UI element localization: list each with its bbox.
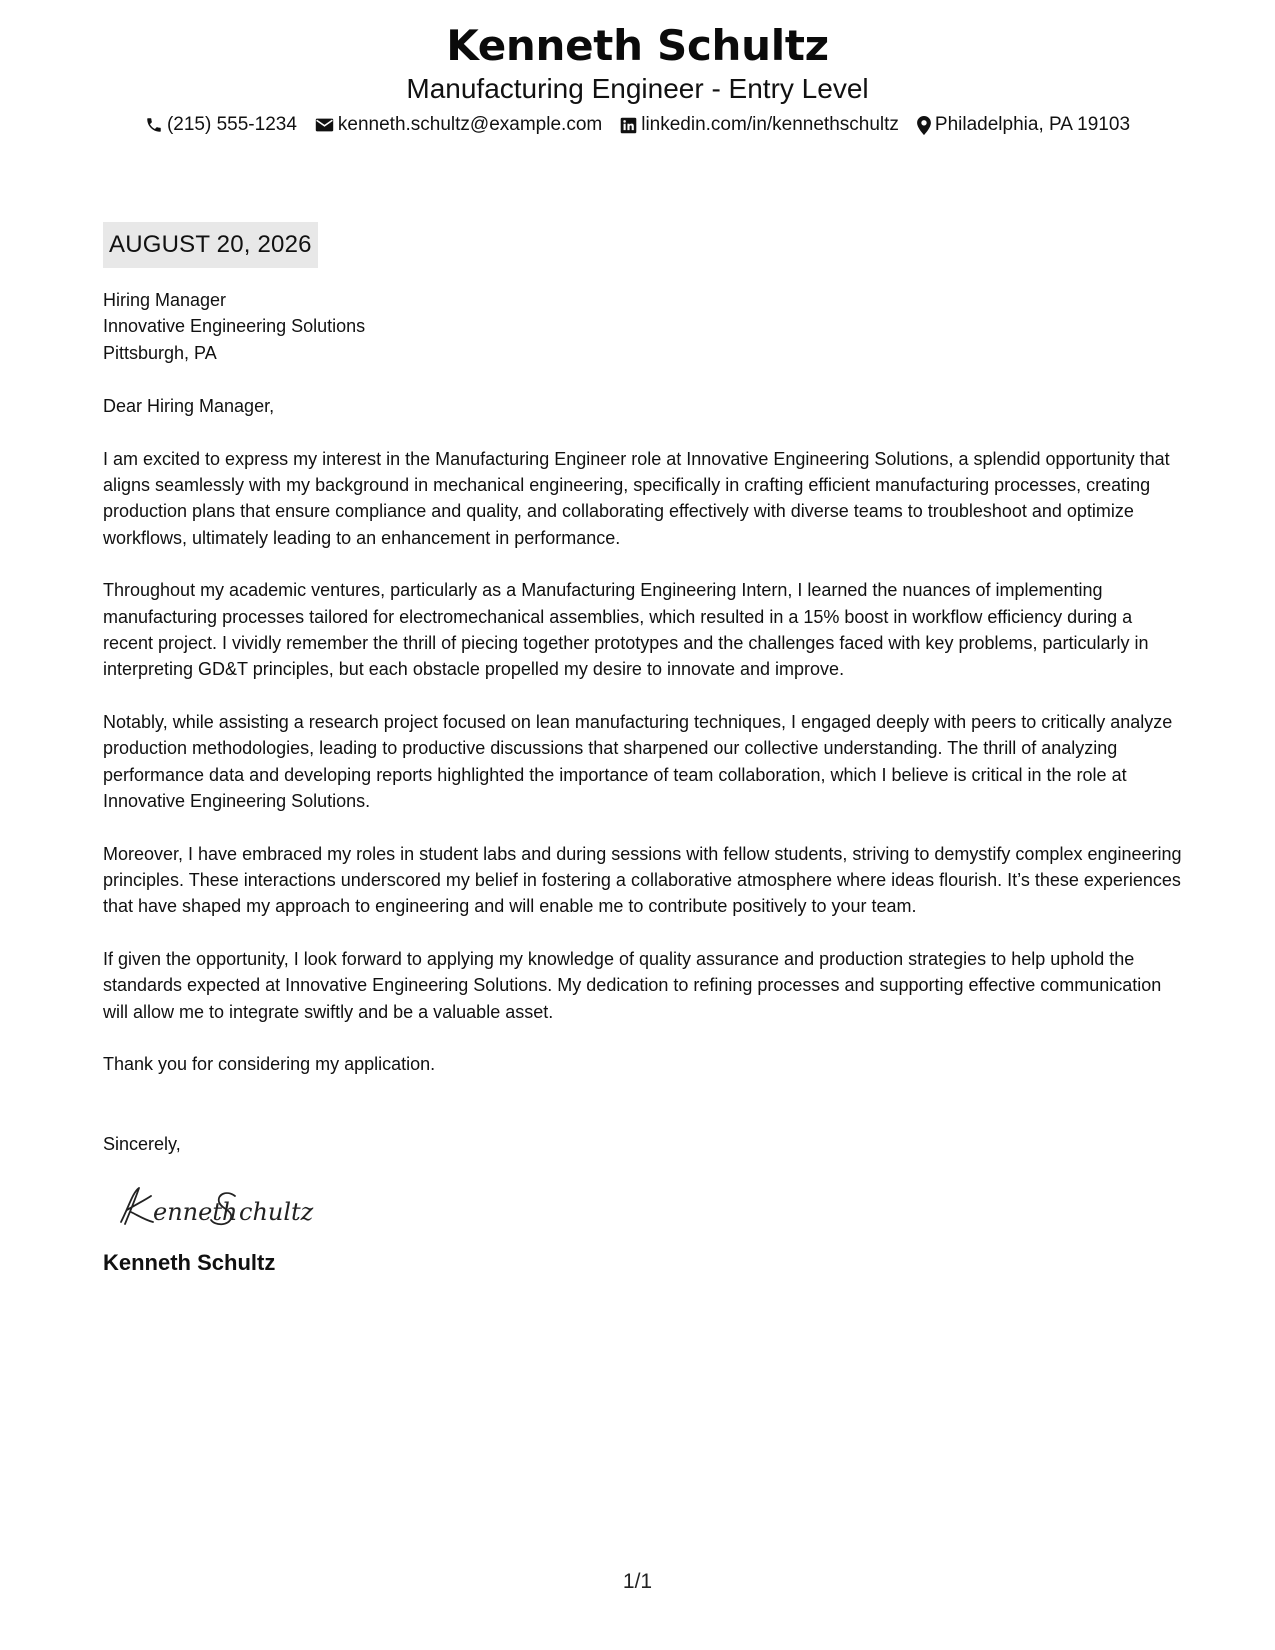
contact-linkedin[interactable] — [620, 112, 899, 138]
body-paragraph: I am excited to express my interest in the Manufacturing Engineer role at Innovative Engineering Solutions, a splendid opportunity that aligns seamlessly with my background in mechanical engineering, specifically in crafting efficient manufacturing processes, creating production plans that ensure compliance and quality, and collaborating effectively with diverse teams to troubleshoot and optimize workflows, ultimately leading to an enhancement in performance. — [103, 448, 1170, 548]
body-paragraph: Moreover, I have embraced my roles in student labs and during sessions with fellow students, striving to demystify complex engineering principles. These interactions underscored my belief in fostering a collaborative atmosphere where ideas flourish. It’s these experiences that have shaped my approach to engineering and will enable me to contribute positively to your team. — [103, 843, 1182, 917]
handwritten-signature — [109, 1176, 1183, 1236]
body-paragraph: Notably, while assisting a research project focused on lean manufacturing techniques, I engaged deeply with peers to critically analyze production methodologies, leading to productive discussions that sharpened our collective understanding. The thrill of analyzing performance data and developing reports highlighted the importance of team collaboration, which I believe is critical in the role at Innovative Engineering Solutions. — [103, 711, 1173, 812]
letter-date: AUGUST 20, 2026 — [103, 222, 318, 268]
body-paragraph: Throughout my academic ventures, particularly as a Manufacturing Engineering Intern, I learned the nuances of implementing manufacturing processes tailored for electromechanical assemblies, which resulted in a 15% boost in workflow efficiency during a recent project. I vividly remember the thrill of piecing together prototypes and the challenges faced with key problems, particularly in interpreting GD&T principles, but each obstacle propelled my desire to innovate and improve. — [103, 580, 1149, 680]
recipient-block — [103, 287, 1183, 366]
body-paragraph: If given the opportunity, I look forward to applying my knowledge of quality assurance and production strategies to help uphold the standards expected at Innovative Engineering Solutions. My dedication to refining processes and supporting effective communication will allow me to integrate swiftly and be a valuable asset. — [103, 948, 1162, 1022]
salutation: Dear Hiring Manager, — [103, 396, 275, 417]
contact-bar — [0, 112, 1275, 138]
svg-text:enneth: enneth — [153, 1197, 238, 1226]
applicant-role: Manufacturing Engineer - Entry Level — [406, 73, 869, 104]
email-address[interactable]: kenneth.schultz@example.com — [337, 114, 603, 135]
closing-line: Thank you for considering my application. — [103, 1053, 436, 1074]
signoff: Sincerely, — [103, 1134, 181, 1155]
contact-phone — [145, 112, 297, 138]
recipient-location: Pittsburgh, PA — [103, 342, 217, 363]
letter-body — [103, 287, 1183, 1278]
recipient-company: Innovative Engineering Solutions — [103, 316, 366, 337]
map-pin-icon — [917, 116, 931, 135]
linkedin-url[interactable]: linkedin.com/in/kennethschultz — [641, 114, 899, 135]
contact-location — [917, 112, 1130, 138]
page-indicator: 1/1 — [622, 1570, 653, 1593]
phone-icon — [145, 116, 163, 134]
recipient-title: Hiring Manager — [103, 290, 227, 310]
signer-name: Kenneth Schultz — [103, 1249, 276, 1275]
location-text: Philadelphia, PA 19103 — [934, 114, 1131, 135]
envelope-icon — [315, 117, 334, 133]
linkedin-icon — [620, 117, 637, 134]
svg-text:chultz: chultz — [239, 1197, 314, 1226]
phone-number: (215) 555-1234 — [166, 114, 297, 135]
contact-email[interactable] — [315, 112, 602, 138]
letter-header — [0, 18, 1275, 138]
applicant-name: Kenneth Schultz — [446, 21, 829, 70]
